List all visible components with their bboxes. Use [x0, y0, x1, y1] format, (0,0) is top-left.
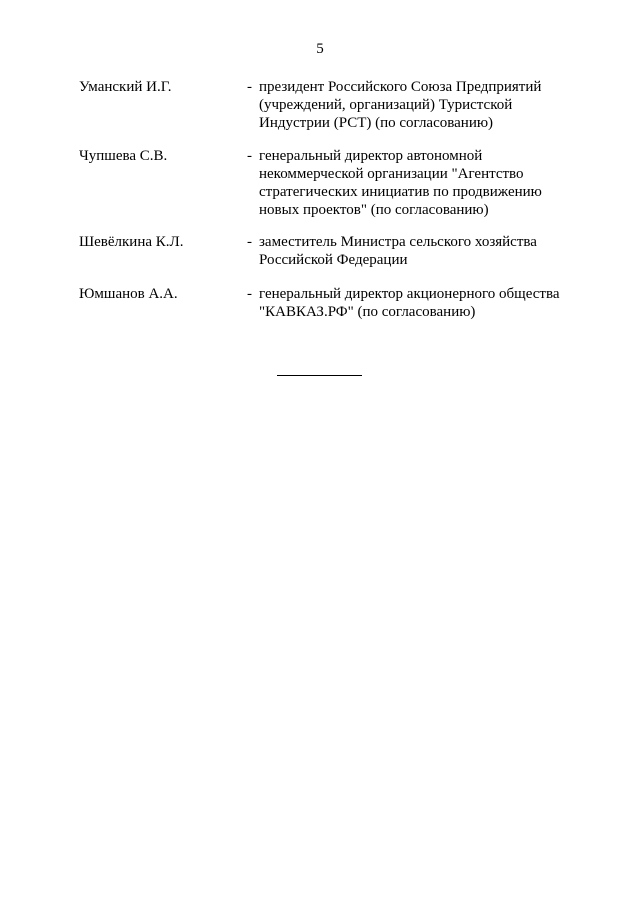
position-line: президент Российского Союза Предприятий: [259, 79, 542, 95]
dash-separator: -: [247, 79, 252, 95]
position-line: некоммерческой организации "Агентство: [259, 166, 524, 182]
position-line: новых проектов" (по согласованию): [259, 202, 489, 218]
member-name: Уманский И.Г.: [79, 79, 172, 95]
end-rule: [277, 375, 362, 376]
position-line: (учреждений, организаций) Туристской: [259, 97, 513, 113]
member-name: Шевёлкина К.Л.: [79, 234, 184, 250]
dash-separator: -: [247, 148, 252, 164]
position-line: заместитель Министра сельского хозяйства: [259, 234, 537, 250]
member-name: Чупшева С.В.: [79, 148, 168, 164]
position-line: Индустрии (РСТ) (по согласованию): [259, 115, 494, 131]
position-line: генеральный директор автономной: [259, 148, 483, 164]
member-name: Юмшанов А.А.: [79, 286, 178, 302]
page-number: 5: [316, 41, 324, 57]
position-line: Российской Федерации: [259, 252, 408, 268]
position-line: генеральный директор акционерного общества: [259, 286, 560, 302]
member-position: [259, 285, 589, 321]
member-position: [259, 147, 589, 219]
member-position: [259, 78, 589, 132]
member-position: [259, 233, 589, 269]
dash-separator: -: [247, 286, 252, 302]
position-line: стратегических инициатив по продвижению: [259, 184, 542, 200]
dash-separator: -: [247, 234, 252, 250]
position-line: "КАВКАЗ.РФ" (по согласованию): [259, 304, 476, 320]
